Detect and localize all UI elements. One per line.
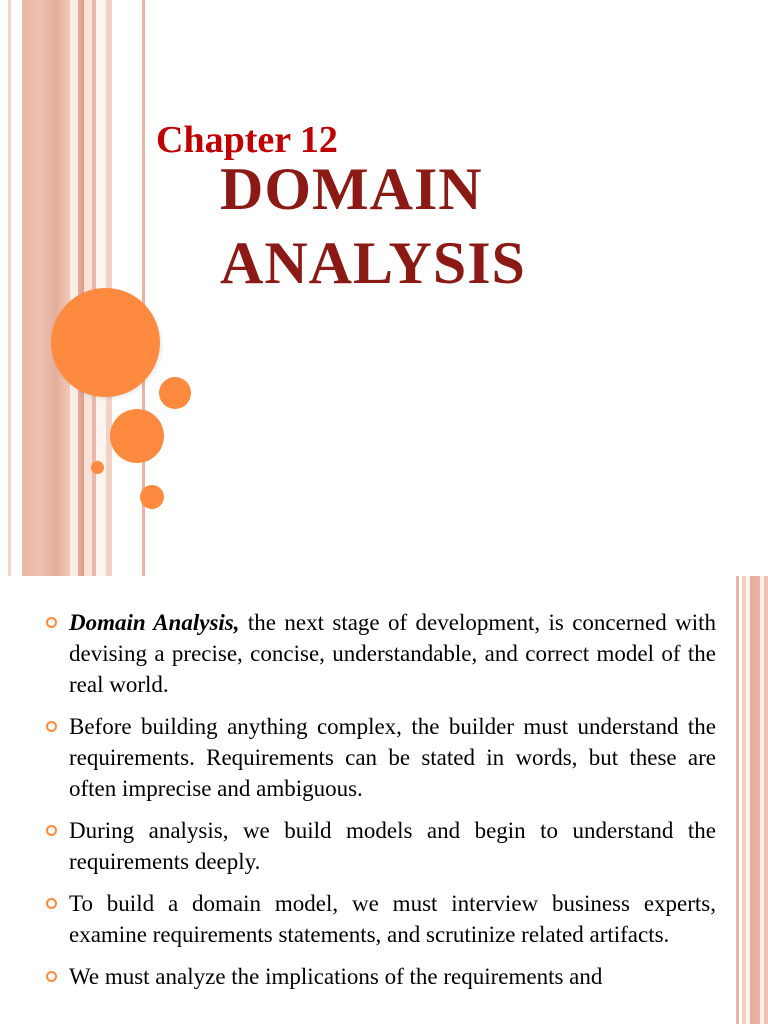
bullet-list [46, 607, 716, 1003]
list-item [46, 711, 716, 804]
bullet-circle-icon [46, 898, 57, 909]
title-line: ANALYSIS [220, 230, 526, 296]
bullet-circle-icon [46, 721, 57, 732]
bullet-text: To build a domain model, we must interview business experts, examine requirements statements, and scrutinize related artifacts. [69, 891, 716, 947]
bullet-text: the next stage of development, is concerned with devising a precise, concise, understandable, and correct model of the real world. [69, 610, 716, 697]
content-slide [0, 576, 768, 1024]
slide-title [220, 152, 526, 300]
medium-circle-decoration [110, 409, 164, 463]
decorative-stripes [734, 576, 768, 1024]
bullet-text: Before building anything complex, the builder must understand the requirements. Requirements can be stated in words, but these are often imprecise and ambiguous. [69, 714, 716, 801]
list-item [46, 815, 716, 877]
bullet-circle-icon [46, 617, 57, 628]
small-circle-decoration [140, 485, 164, 509]
bullet-circle-icon [46, 825, 57, 836]
tiny-circle-decoration [91, 461, 104, 474]
chapter-label: Chapter 12 [156, 119, 338, 161]
bullet-circle-icon [46, 971, 57, 982]
list-item [46, 607, 716, 700]
term-emphasis: Domain Analysis, [69, 610, 240, 635]
bullet-text: We must analyze the implications of the requirements and [69, 964, 603, 989]
bullet-text: During analysis, we build models and begin to understand the requirements deeply. [69, 818, 716, 874]
large-circle-decoration [51, 288, 160, 397]
decorative-stripes [0, 0, 148, 576]
small-circle-decoration [159, 377, 191, 409]
title-line: DOMAIN [220, 156, 483, 222]
list-item [46, 888, 716, 950]
list-item [46, 961, 716, 992]
